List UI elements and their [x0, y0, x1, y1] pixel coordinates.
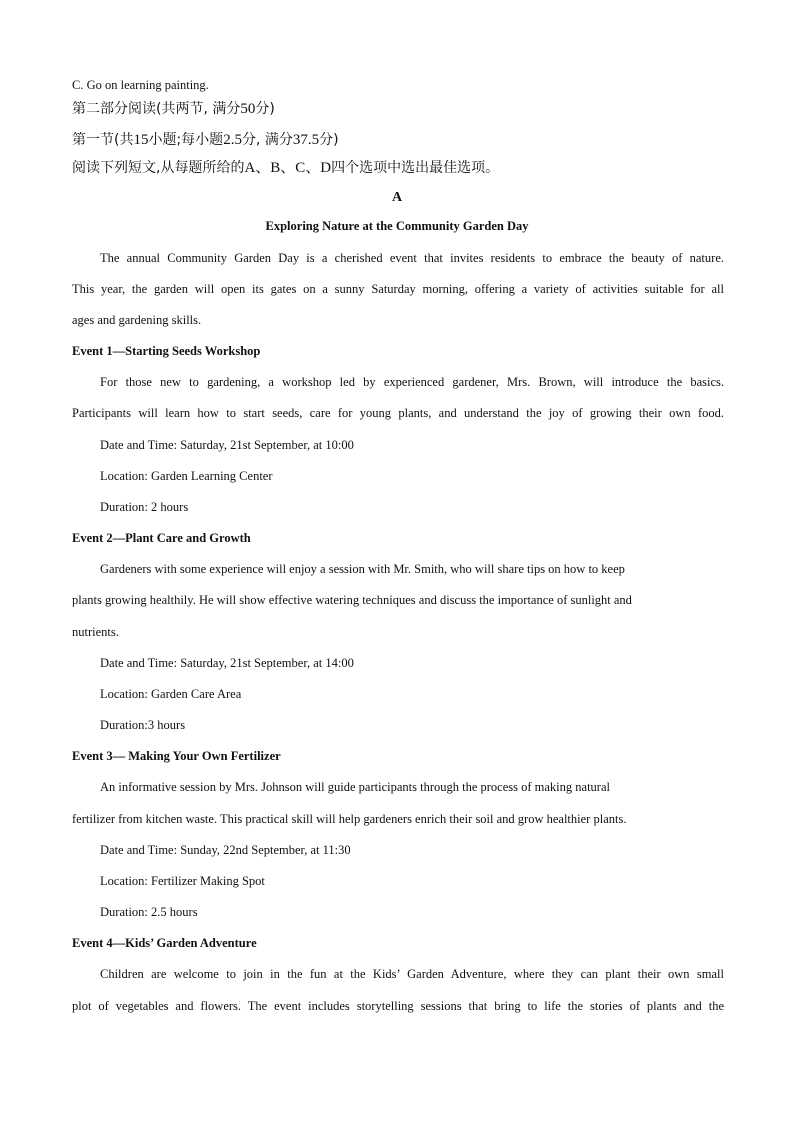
event-3-location: Location: Fertilizer Making Spot: [100, 874, 265, 888]
event-1-date: Date and Time: Saturday, 21st September, at 10:00: [100, 438, 354, 452]
event-2-desc-2: plants growing healthily. He will show effective watering techniques and discuss the importance of sunlight and: [72, 593, 632, 607]
part-title-text-b: 分): [255, 101, 275, 117]
event-3-duration: Duration: 2.5 hours: [100, 905, 198, 919]
event-2-desc-1: Gardeners with some experience will enjoy a session with Mr. Smith, who will share tips on how to keep: [100, 562, 625, 576]
section-title-number-3: 37.5: [292, 132, 320, 148]
event-1-desc-1: For those new to gardening, a workshop led by experienced gardener, Mrs. Brown, will introduce the basics.: [100, 375, 724, 389]
event-1-title: Event 1—Starting Seeds Workshop: [72, 344, 261, 358]
part-title-number: 50: [240, 101, 256, 117]
event-2-title: Event 2—Plant Care and Growth: [72, 531, 251, 545]
intro-line-1: The annual Community Garden Day is a cherished event that invites residents to embrace the beauty of nature.: [100, 251, 724, 265]
event-2-desc-3: nutrients.: [72, 625, 119, 639]
event-2-location: Location: Garden Care Area: [100, 687, 242, 701]
event-1-location: Location: Garden Learning Center: [100, 469, 273, 483]
passage-label: A: [391, 190, 403, 205]
event-3-desc-1: An informative session by Mrs. Johnson will guide participants through the process of making natural: [100, 780, 610, 794]
event-3-desc-2: fertilizer from kitchen waste. This practical skill will help gardeners enrich their soil and grow healthier plants.: [72, 812, 627, 826]
section-title-text-a: 第一节(共: [72, 132, 134, 148]
section-title-number-2: 2.5: [223, 132, 242, 148]
event-1-duration: Duration: 2 hours: [100, 500, 189, 514]
instruction-text-b: 四个选项中选出最佳选项。: [331, 160, 500, 176]
intro-line-2: This year, the garden will open its gates on a sunny Saturday morning, offering a variety of activities suitable for all: [72, 282, 724, 296]
section-title: [72, 132, 724, 148]
section-title-text-b: 小题;每小题: [148, 132, 224, 148]
section-title-text-d: 分): [319, 132, 339, 148]
event-3-date: Date and Time: Sunday, 22nd September, at 11:30: [100, 843, 351, 857]
event-1-desc-2: Participants will learn how to start seeds, care for young plants, and understand the joy of growing their own food.: [72, 406, 724, 420]
event-4-title: Event 4—Kids’ Garden Adventure: [72, 936, 257, 950]
event-3-title: Event 3— Making Your Own Fertilizer: [72, 749, 281, 763]
event-4-desc-2: plot of vegetables and flowers. The event includes storytelling sessions that bring to life the stories of plants and the: [72, 999, 724, 1013]
event-4-desc-1: Children are welcome to join in the fun at the Kids’ Garden Adventure, where they can plant their own small: [100, 967, 724, 981]
passage-title: Exploring Nature at the Community Garden Day: [265, 219, 529, 233]
instruction: [72, 160, 724, 176]
intro-line-3: ages and gardening skills.: [72, 313, 202, 327]
previous-option-c: C. Go on learning painting.: [72, 78, 209, 92]
part-title: [72, 101, 724, 117]
section-title-number-1: 15: [133, 132, 149, 148]
part-title-text-a: 第二部分阅读(共两节, 满分: [72, 101, 241, 117]
section-title-text-c: 分, 满分: [241, 132, 293, 148]
instruction-text-a: 阅读下列短文,从每题所给的: [72, 160, 245, 176]
event-2-date: Date and Time: Saturday, 21st September, at 14:00: [100, 656, 354, 670]
event-2-duration: Duration:3 hours: [100, 718, 186, 732]
instruction-letters: A、B、C、D: [244, 160, 332, 176]
